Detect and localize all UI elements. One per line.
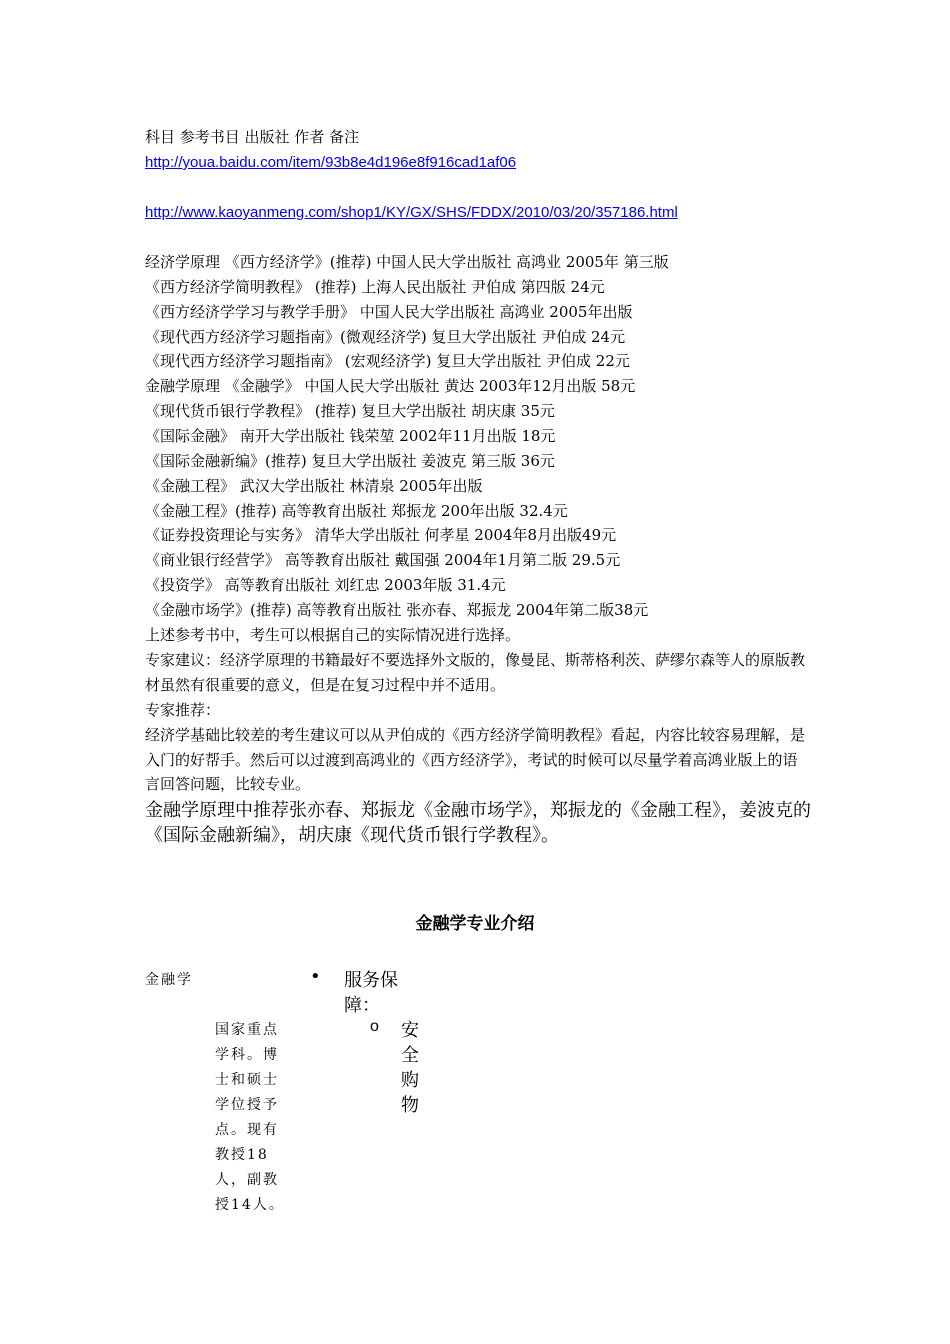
bullet-icon: • (310, 966, 321, 987)
sub-bullet-icon: o (370, 1018, 379, 1035)
book-line: 经济学原理 《西方经济学》(推荐) 中国人民大学出版社 高鸿业 2005年 第三版 (145, 253, 669, 271)
link-baidu[interactable] (145, 152, 516, 173)
book-line: 《西方经济学学习与教学手册》 中国人民大学出版社 高鸿业 2005年出版 (145, 303, 633, 321)
book-line: 《证券投资理论与实务》 清华大学出版社 何孝星 2004年8月出版49元 (145, 526, 617, 544)
link-baidu-anchor[interactable]: http://youa.baidu.com/item/93b8e4d196e8f916cad1af06 (145, 154, 517, 171)
book-line: 《国际金融新编》(推荐) 复旦大学出版社 姜波克 第三版 36元 (145, 452, 555, 470)
book-line: 《金融工程》 武汉大学出版社 林清泉 2005年出版 (145, 477, 483, 495)
selection-note: 上述参考书中，考生可以根据自己的实际情况进行选择。 (145, 626, 521, 644)
book-line: 《现代西方经济学习题指南》(微观经济学) 复旦大学出版社 尹伯成 24元 (145, 328, 626, 346)
finance-recommend: 金融学原理中推荐张亦春、郑振龙《金融市场学》，郑振龙的《金融工程》，姜波克的《国际金融新编》，胡庆康《现代货币银行学教程》。 (145, 800, 811, 846)
book-line: 金融学原理 《金融学》 中国人民大学出版社 黄达 2003年12月出版 58元 (145, 377, 636, 395)
expert-recommend-label: 专家推荐： (145, 701, 221, 719)
service-label: 服务保障： (344, 970, 398, 1016)
section-title: 金融学专业介绍 (415, 914, 535, 934)
table-header-row: 科目 参考书目 出版社 作者 备注 (145, 128, 360, 146)
subject-intro (145, 968, 290, 1218)
link-kaoyanmeng[interactable] (145, 202, 678, 223)
book-line: 《投资学》 高等教育出版社 刘红忠 2003年版 31.4元 (145, 576, 506, 594)
book-line: 《西方经济学简明教程》 (推荐) 上海人民出版社 尹伯成 第四版 24元 (145, 278, 605, 296)
expert-advice: 专家建议：经济学原理的书籍最好不要选择外文版的，像曼昆、斯蒂格利茨、萨缪尔森等人的原版教材虽然有很重要的意义，但是在复习过程中并不适用。 (145, 651, 806, 694)
book-line: 《现代西方经济学习题指南》 (宏观经济学) 复旦大学出版社 尹伯成 22元 (145, 352, 630, 370)
book-line: 《金融工程》(推荐) 高等教育出版社 郑振龙 200年出版 32.4元 (145, 502, 568, 520)
book-line: 《商业银行经营学》 高等教育出版社 戴国强 2004年1月第二版 29.5元 (145, 551, 621, 569)
book-line: 《金融市场学》(推荐) 高等教育出版社 张亦春、郑振龙 2004年第二版38元 (145, 601, 649, 619)
subject-name: 金融学 (145, 972, 193, 988)
link-kaoyanmeng-anchor[interactable]: http://www.kaoyanmeng.com/shop1/KY/GX/SHS/FDDX/2010/03/20/357186.html (145, 204, 678, 221)
book-line: 《国际金融》 南开大学出版社 钱荣堃 2002年11月出版 18元 (145, 427, 556, 445)
subject-description: 国家重点学科。博士和硕士学位授予点。现有教授18人，副教授14人。 (215, 1022, 285, 1213)
safe-shopping-item: 安全购物 (401, 1020, 419, 1116)
economics-recommend: 经济学基础比较差的考生建议可以从尹伯成的《西方经济学简明教程》看起，内容比较容易理解，是入门的好帮手。然后可以过渡到高鸿业的《西方经济学》，考试的时候可以尽量学着高鸿业版上的语言回答问题，比较专业。 (145, 726, 806, 793)
book-line: 《现代货币银行学教程》 (推荐) 复旦大学出版社 胡庆康 35元 (145, 402, 555, 420)
